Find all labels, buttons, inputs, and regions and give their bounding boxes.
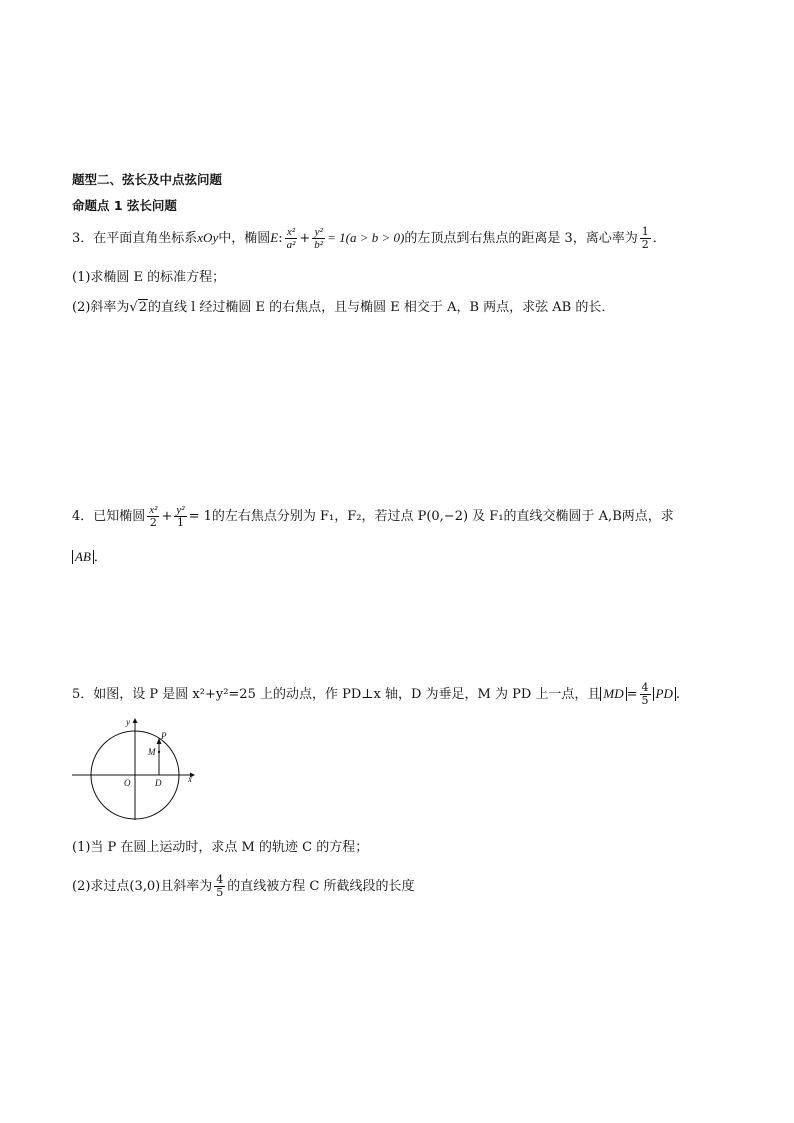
q3-frac2-den: b² (314, 239, 324, 251)
question-4-stem (72, 504, 674, 529)
q4-frac1-den: 2 (149, 516, 157, 529)
q3-lead: 3．在平面直角坐标系 (72, 231, 198, 246)
q4-fraction-y (174, 504, 186, 529)
q5-part2-c: 的直线被方程 C 所截线段的长度 (227, 879, 415, 894)
q3-plus: + (299, 231, 311, 246)
q3-end: ． (652, 231, 666, 246)
q3-frac2-num: y² (312, 226, 325, 239)
q5-abs-pd: PD (653, 687, 676, 701)
q5-lead: 5．如图，设 P 是圆 x²+y²=25 上的动点，作 PD⊥x 轴，D 为垂足，M 为 PD 上一点，且 (72, 687, 601, 702)
q5-part2-point: (3,0) (129, 879, 161, 894)
label-d: D (155, 778, 162, 788)
q5-part2-b: 且斜率为 (160, 879, 213, 894)
question-5-stem (72, 682, 680, 707)
q3-frac1-num: x² (285, 226, 298, 239)
q3-half-num: 1 (641, 225, 649, 238)
q4-fraction-x (147, 504, 159, 529)
section-subtitle: 命题点 1 弦长问题 (72, 198, 177, 213)
q3-sqrt: √2 (129, 300, 147, 315)
q4-end: ． (93, 550, 107, 565)
q5-frac-den: 5 (641, 694, 649, 707)
label-p: P (161, 731, 167, 741)
q3-fraction-x (285, 226, 298, 251)
q4-frac2-num: y² (176, 504, 185, 516)
q3-part2-a: (2)斜率为 (72, 300, 130, 315)
q4-abs-ab: AB (72, 550, 94, 564)
label-m: M (148, 747, 156, 757)
q5-fraction (640, 682, 651, 707)
label-y: y (126, 717, 130, 727)
question-5-part-2 (72, 874, 414, 899)
q3-part2-b: 的直线 l 经过椭圆 E 的右焦点，且与椭圆 E 相交于 A，B 两点，求弦 AB 的长． (148, 300, 615, 315)
q3-text: 中，椭圆 (218, 231, 271, 246)
q5-frac-num: 4 (641, 681, 649, 694)
question-4-line-2 (72, 548, 107, 568)
q5-part2-den: 5 (216, 886, 224, 899)
q4-lead: 4．已知椭圆 (72, 509, 146, 524)
circle-figure (70, 715, 200, 823)
question-3-part-1: (1)求椭圆 E 的标准方程； (72, 270, 226, 285)
q5-end: . (675, 687, 681, 702)
q5-part2-fraction (214, 874, 225, 899)
section-title: 题型二、弦长及中点弦问题 (72, 172, 223, 187)
q5-part2-a: (2)求过点 (72, 879, 130, 894)
label-x: x (188, 774, 192, 784)
label-o: O (124, 778, 131, 788)
q5-abs-md: MD (600, 687, 626, 701)
q5-part2-num: 4 (216, 873, 224, 886)
question-3-stem (72, 226, 666, 251)
q4-plus: + (161, 509, 173, 524)
q3-eccentricity (640, 226, 651, 251)
y-axis-arrow (133, 718, 138, 723)
q4-mid: 的左右焦点分别为 F₁，F₂，若过点 P(0,−2) 及 F₁的直线交椭圆于 A,B两点，求 (211, 509, 674, 524)
q3-ellipse-name: E (270, 230, 279, 245)
q3-equation-rhs: = 1(a > b > 0) (327, 230, 405, 245)
q3-sqrt-radicand: 2 (138, 300, 147, 315)
q3-coord-system: xOy (197, 230, 219, 245)
question-5-part-1: (1)当 P 在圆上运动时，求点 M 的轨迹 C 的方程； (72, 840, 369, 855)
question-3-part-2 (72, 298, 614, 318)
q3-tail: 的左顶点到右焦点的距离是 3，离心率为 (404, 231, 638, 246)
q3-fraction-y (312, 226, 325, 251)
q3-frac1-den: a² (286, 239, 296, 251)
q4-eq: = 1 (188, 509, 212, 524)
q4-frac1-num: x² (149, 504, 158, 516)
q3-half-den: 2 (641, 238, 649, 251)
q5-eq: = (626, 687, 638, 702)
q4-frac2-den: 1 (176, 516, 184, 529)
q3-colon: : (278, 231, 283, 246)
point-m (158, 751, 160, 753)
